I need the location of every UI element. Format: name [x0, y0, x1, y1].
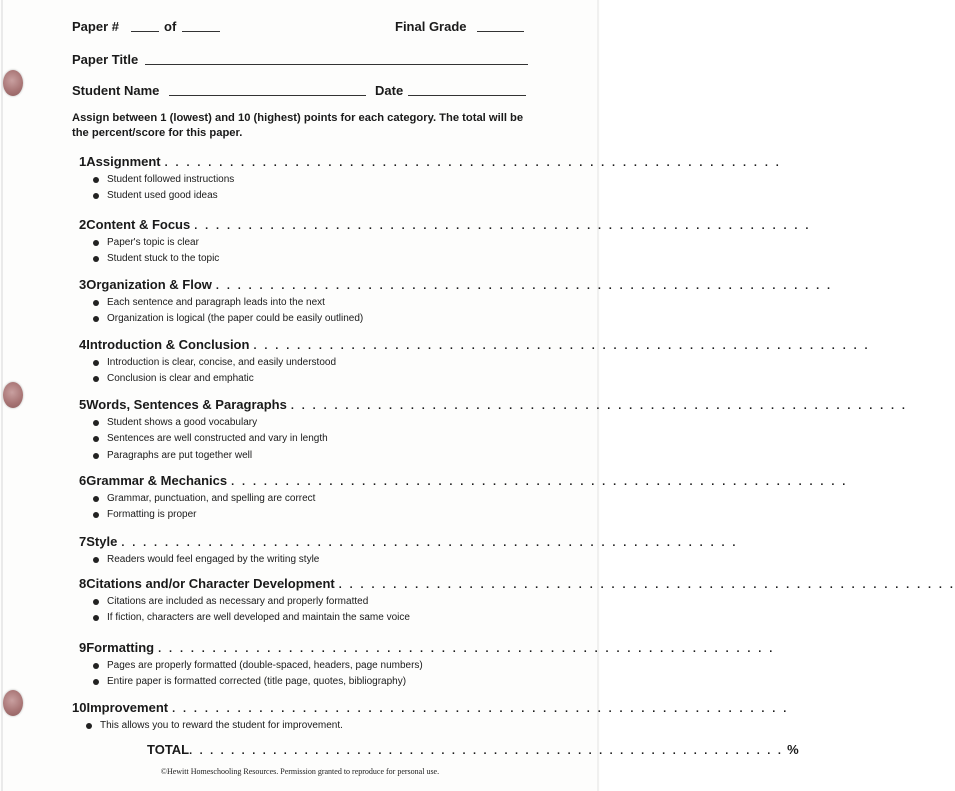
category-heading	[79, 534, 738, 552]
bullet-icon	[93, 512, 99, 518]
category-block	[72, 700, 789, 734]
bullet-icon	[93, 193, 99, 199]
category-block	[79, 397, 908, 464]
leader-dots: . . . . . . . . . . . . . . . . . . . . . . . . . . . . . . . . . . . . . . . . . . . . . . . . . . . . . . . . .	[215, 280, 833, 292]
bullet-icon	[93, 436, 99, 442]
category-title: Improvement	[86, 700, 169, 715]
criteria-list	[79, 552, 499, 568]
criteria-item	[79, 594, 499, 610]
criteria-item	[79, 552, 499, 568]
category-number: 10	[72, 700, 87, 715]
criteria-list	[72, 718, 492, 734]
criteria-text: Each sentence and paragraph leads into the next	[107, 297, 325, 308]
category-heading	[72, 700, 789, 718]
criteria-text: Citations are included as necessary and properly formatted	[107, 596, 369, 607]
category-title: Citations and/or Character Development	[86, 576, 335, 591]
category-heading	[79, 640, 775, 658]
criteria-item	[79, 251, 499, 267]
criteria-item	[79, 371, 499, 387]
criteria-item	[79, 235, 499, 251]
category-heading	[79, 217, 811, 235]
category-number: 7	[79, 534, 87, 549]
category-number: 2	[79, 217, 87, 232]
criteria-list	[79, 172, 499, 205]
date-blank[interactable]	[408, 95, 526, 96]
criteria-text: Paper's topic is clear	[107, 237, 199, 248]
criteria-item	[79, 491, 499, 507]
paper-title-blank[interactable]	[145, 64, 528, 65]
criteria-text: Sentences are well constructed and vary in length	[107, 433, 328, 445]
leader-dots: . . . . . . . . . . . . . . . . . . . . . . . . . . . . . . . . . . . . . . . . . . . . . . . . . . . . . . . . .	[172, 703, 789, 715]
category-block	[79, 277, 833, 328]
category-block	[79, 337, 870, 388]
category-heading	[79, 576, 955, 594]
total-label: TOTAL	[147, 742, 190, 757]
criteria-text: If fiction, characters are well developed and maintain the same voice	[107, 612, 410, 624]
category-title: Formatting	[86, 640, 155, 655]
paper-number-blank[interactable]	[131, 31, 159, 32]
criteria-text: Organization is logical (the paper could be easily outlined)	[107, 313, 364, 325]
criteria-text: Grammar, punctuation, and spelling are correct	[107, 493, 316, 504]
category-title: Words, Sentences & Paragraphs	[86, 397, 287, 412]
category-heading	[79, 277, 833, 295]
category-block	[79, 576, 955, 627]
percent-sign: %	[787, 742, 799, 757]
category-number: 6	[79, 473, 87, 488]
criteria-text: Student shows a good vocabulary	[107, 417, 258, 428]
criteria-text: Student used good ideas	[107, 190, 218, 202]
category-title: Content & Focus	[86, 217, 191, 232]
binder-hole	[3, 70, 23, 96]
category-title: Introduction & Conclusion	[86, 337, 250, 352]
bullet-icon	[93, 496, 99, 502]
paper-total-blank[interactable]	[182, 31, 220, 32]
category-block	[79, 154, 782, 205]
binder-hole	[3, 690, 23, 716]
criteria-text: Introduction is clear, concise, and easily understood	[107, 357, 337, 368]
bullet-icon	[93, 663, 99, 669]
criteria-list	[79, 355, 499, 388]
student-name-blank[interactable]	[169, 95, 366, 96]
bullet-icon	[93, 240, 99, 246]
criteria-item	[79, 188, 499, 204]
category-block	[79, 217, 811, 268]
category-block	[79, 534, 738, 568]
leader-dots: . . . . . . . . . . . . . . . . . . . . . . . . . . . . . . . . . . . . . . . . . . . . . . . . . . . . . . . . .	[194, 220, 811, 232]
category-title: Style	[86, 534, 118, 549]
criteria-item	[72, 718, 492, 734]
criteria-list	[79, 594, 499, 627]
category-title: Organization & Flow	[86, 277, 212, 292]
criteria-list	[79, 235, 499, 268]
criteria-item	[79, 355, 499, 371]
category-number: 1	[79, 154, 87, 169]
leader-dots: . . . . . . . . . . . . . . . . . . . . . . . . . . . . . . . . . . . . . . . . . . . . . . . . . . . . . . . . .	[290, 400, 908, 412]
bullet-icon	[93, 453, 99, 459]
total-leader-dots: . . . . . . . . . . . . . . . . . . . . . . . . . . . . . . . . . . . . . . . . . . . . . . . . . . . . . . . . .	[189, 745, 784, 757]
bullet-icon	[93, 256, 99, 262]
total-row	[147, 742, 799, 757]
category-heading	[79, 337, 870, 355]
criteria-list	[79, 658, 499, 691]
binder-hole	[3, 382, 23, 408]
criteria-item	[79, 172, 499, 188]
student-name-label: Student Name	[72, 83, 160, 98]
criteria-list	[79, 415, 499, 464]
paper-title-label: Paper Title	[72, 52, 139, 67]
criteria-text: Entire paper is formatted corrected (title page, quotes, bibliography)	[107, 676, 407, 688]
category-number: 5	[79, 397, 87, 412]
leader-dots: . . . . . . . . . . . . . . . . . . . . . . . . . . . . . . . . . . . . . . . . . . . . . . . . . . . . . . . . .	[158, 643, 775, 655]
criteria-item	[79, 507, 499, 523]
bullet-icon	[93, 316, 99, 322]
final-grade-label: Final Grade	[395, 19, 467, 34]
criteria-text: Pages are properly formatted (double-spaced, headers, page numbers)	[107, 660, 423, 671]
leader-dots: . . . . . . . . . . . . . . . . . . . . . . . . . . . . . . . . . . . . . . . . . . . . . . . . . . . . . . . . .	[121, 537, 738, 549]
bullet-icon	[93, 420, 99, 426]
category-number: 4	[79, 337, 87, 352]
category-heading	[79, 397, 908, 415]
criteria-text: Readers would feel engaged by the writing style	[107, 554, 320, 565]
bullet-icon	[93, 300, 99, 306]
of-label: of	[164, 19, 177, 34]
criteria-item	[79, 295, 499, 311]
criteria-item	[79, 431, 499, 447]
bullet-icon	[93, 615, 99, 621]
copyright-footer: ©Hewitt Homeschooling Resources. Permission granted to reproduce for personal use.	[160, 767, 440, 776]
criteria-text: Paragraphs are put together well	[107, 449, 253, 461]
criteria-item	[79, 415, 499, 431]
criteria-list	[79, 491, 499, 524]
criteria-list	[79, 295, 499, 328]
bullet-icon	[93, 557, 99, 563]
criteria-text: Conclusion is clear and emphatic	[107, 373, 254, 385]
category-heading	[79, 473, 848, 491]
category-number: 9	[79, 640, 87, 655]
category-title: Assignment	[86, 154, 161, 169]
category-title: Grammar & Mechanics	[86, 473, 228, 488]
bullet-icon	[93, 177, 99, 183]
leader-dots: . . . . . . . . . . . . . . . . . . . . . . . . . . . . . . . . . . . . . . . . . . . . . . . . . . . . . . . . .	[231, 476, 848, 488]
criteria-text: Student stuck to the topic	[107, 253, 220, 265]
criteria-item	[79, 610, 499, 626]
criteria-item	[79, 658, 499, 674]
leader-dots: . . . . . . . . . . . . . . . . . . . . . . . . . . . . . . . . . . . . . . . . . . . . . . . . . . . . . . . . .	[338, 579, 955, 591]
bullet-icon	[86, 723, 92, 729]
category-block	[79, 473, 848, 524]
category-number: 3	[79, 277, 87, 292]
category-heading	[79, 154, 782, 172]
leader-dots: . . . . . . . . . . . . . . . . . . . . . . . . . . . . . . . . . . . . . . . . . . . . . . . . . . . . . . . . .	[164, 157, 782, 169]
instructions: Assign between 1 (lowest) and 10 (highest) points for each category. The total will be the percent/score for this paper.	[72, 112, 524, 139]
paper-number-label: Paper #	[72, 19, 119, 34]
bullet-icon	[93, 376, 99, 382]
criteria-text: Formatting is proper	[107, 509, 197, 521]
criteria-item	[79, 674, 499, 690]
criteria-item	[79, 311, 499, 327]
criteria-text: Student followed instructions	[107, 174, 235, 185]
bullet-icon	[93, 360, 99, 366]
leader-dots: . . . . . . . . . . . . . . . . . . . . . . . . . . . . . . . . . . . . . . . . . . . . . . . . . . . . . . . . .	[253, 340, 870, 352]
bullet-icon	[93, 599, 99, 605]
final-grade-blank[interactable]	[477, 31, 524, 32]
criteria-item	[79, 448, 499, 464]
date-label: Date	[375, 83, 404, 98]
category-number: 8	[79, 576, 87, 591]
bullet-icon	[93, 679, 99, 685]
criteria-text: This allows you to reward the student for improvement.	[100, 720, 343, 731]
category-block	[79, 640, 775, 691]
